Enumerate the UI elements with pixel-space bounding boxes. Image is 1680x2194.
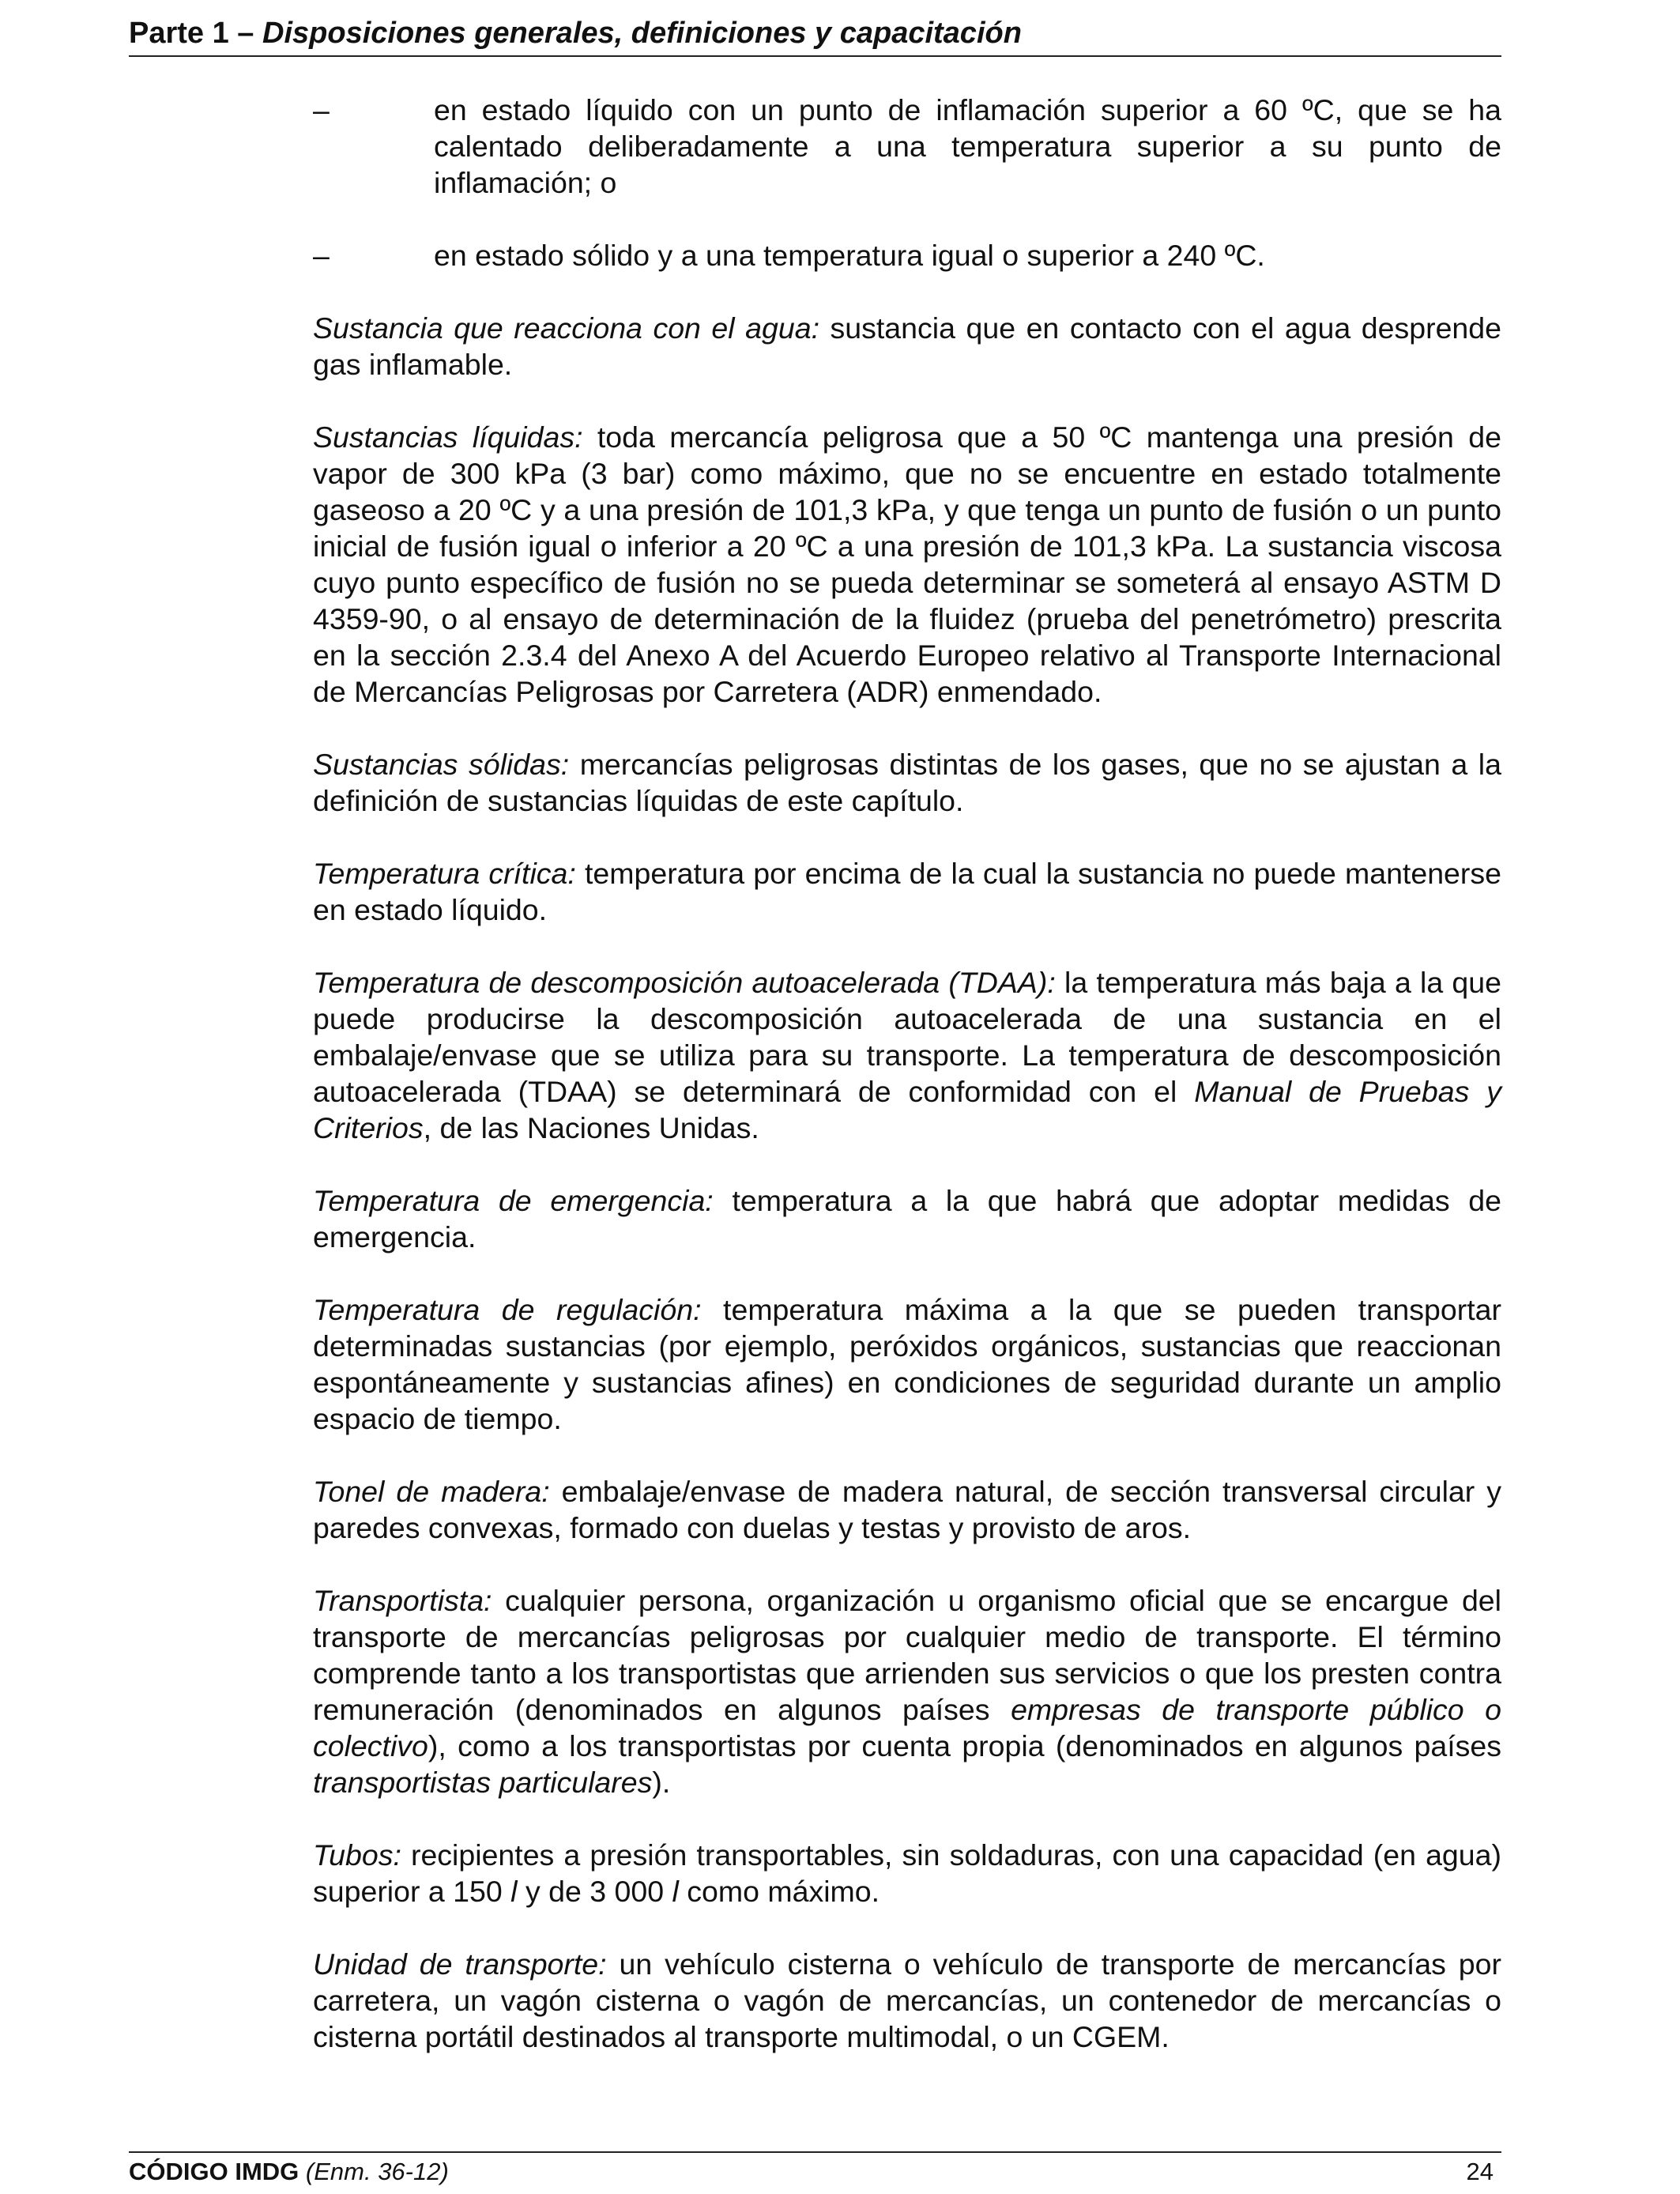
definition-wooden-barrel [313,1473,1501,1546]
footer-code: CÓDIGO IMDG [129,2158,299,2185]
definition-term: Temperatura crítica: [313,857,576,890]
definition-term: Sustancia que reacciona con el agua: [313,311,819,345]
definition-term: Temperatura de descomposición autoacelerada (TDAA): [313,966,1056,999]
definition-text: temperatura a la que habrá que adoptar medidas de emergencia. [313,1184,1502,1253]
definition-mid: ), como a los transportistas por cuenta propia (denominados en algunos países [428,1729,1501,1762]
definition-italic: l [510,1875,518,1908]
definition-text: sustancia que en contacto con el agua desprende gas inflamable. [313,311,1501,381]
header-part: Parte 1 – [129,17,254,50]
definition-text: temperatura máxima a la que se pueden transportar determinadas sustancias (por ejemplo, peróxidos orgánicos, sustancias que reaccionan espontáneamente y sustancias afines) en condiciones de seguridad durante un amplio espacio de tiempo. [313,1293,1501,1435]
definition-text: embalaje/envase de madera natural, de sección transversal circular y paredes convexas, formado con duelas y testas y provisto de aros. [313,1475,1502,1544]
definition-text: recipientes a presión transportables, sin soldaduras, con una capacidad (en agua) superior a 150 [313,1838,1501,1908]
definition-mid: y de 3 000 [525,1875,665,1908]
page-footer [129,2151,1501,2188]
definition-liquids [313,419,1501,710]
definition-text: un vehículo cisterna o vehículo de transporte de mercancías por carretera, un vagón cisterna o vagón de mercancías, un contenedor de mercancías o cisterna portátil destinados al transporte multimodal, o un CGEM. [313,1947,1501,2053]
definition-term: Tubos: [313,1838,401,1872]
definition-italic: l [672,1875,679,1908]
header-title: Disposiciones generales, definiciones y capacitación [262,17,1022,50]
definition-italic: empresas de transporte público o colectivo [313,1693,1501,1762]
definition-emergency-temperature [313,1182,1501,1255]
list-item [313,237,1501,273]
bullet-text: en estado líquido con un punto de inflamación superior a 60 ºC, que se ha calentado deliberadamente a una temperatura superior a su punto de inflamación; o [434,93,1501,199]
definition-text: toda mercancía peligrosa que a 50 ºC mantenga una presión de vapor de 300 kPa (3 bar) como máximo, que no se encuentre en estado totalmente gaseoso a 20 ºC y a una presión de 101,3 kPa, y que tenga un punto de fusión o un punto inicial de fusión igual o inferior a 20 ºC a una presión de 101,3 kPa. La sustancia viscosa cuyo punto específico de fusión no se pueda determinar se someterá al ensayo ASTM D 4359-90, o al ensayo de determinación de la fluidez (prueba del penetrómetro) prescrita en la sección 2.3.4 del Anexo A del Acuerdo Europeo relativo al Transporte Internacional de Mercancías Peligrosas por Carretera (ADR) enmendado. [313,420,1501,708]
definition-term: Sustancias sólidas: [313,748,570,781]
definition-term: Unidad de transporte: [313,1947,607,1981]
definition-critical-temperature [313,855,1501,928]
bullet-dash: – [313,239,330,272]
bullet-text: en estado sólido y a una temperatura igual o superior a 240 ºC. [434,239,1265,272]
definition-term: Sustancias líquidas: [313,420,583,454]
definition-tail: ). [652,1766,671,1799]
definition-sadt [313,964,1501,1146]
definition-text: cualquier persona, organización u organismo oficial que se encargue del transporte de mercancías peligrosas por cualquier medio de transporte. El término comprende tanto a los transportistas que arrienden sus servicios o que los presten contra remuneración (denominados en algunos países [313,1584,1501,1726]
definition-text: mercancías peligrosas distintas de los gases, que no se ajustan a la definición de sustancias líquidas de este capítulo. [313,748,1501,817]
definition-tail: , de las Naciones Unidas. [423,1111,759,1144]
page-header [129,14,1501,57]
definition-tubes [313,1837,1501,1909]
definition-text: temperatura por encima de la cual la sustancia no puede mantenerse en estado líquido. [313,857,1501,926]
definition-term: Temperatura de emergencia: [313,1184,714,1217]
list-item [313,92,1501,201]
definition-water-reactive [313,310,1501,383]
page-content [313,92,1501,2091]
definition-tail: como máximo. [687,1875,880,1908]
definition-italic: transportistas particulares [313,1766,653,1799]
bullet-dash: – [313,93,330,126]
footer-edition: (Enm. 36-12) [305,2158,449,2185]
definition-term: Tonel de madera: [313,1475,550,1508]
definition-text: la temperatura más baja a la que puede producirse la descomposición autoacelerada de una sustancia en el embalaje/envase que se utiliza para su transporte. La temperatura de descomposición autoacelerada (TDAA) se determinará de conformidad con el [313,966,1501,1108]
definition-transport-unit [313,1946,1501,2055]
page-number: 24 [1466,2158,1494,2185]
definition-term: Transportista: [313,1584,492,1617]
definition-carrier [313,1582,1501,1800]
definition-term: Temperatura de regulación: [313,1293,702,1326]
definition-control-temperature [313,1291,1501,1437]
definition-solids [313,746,1501,819]
definition-italic: Manual de Pruebas y Criterios [313,1075,1501,1144]
